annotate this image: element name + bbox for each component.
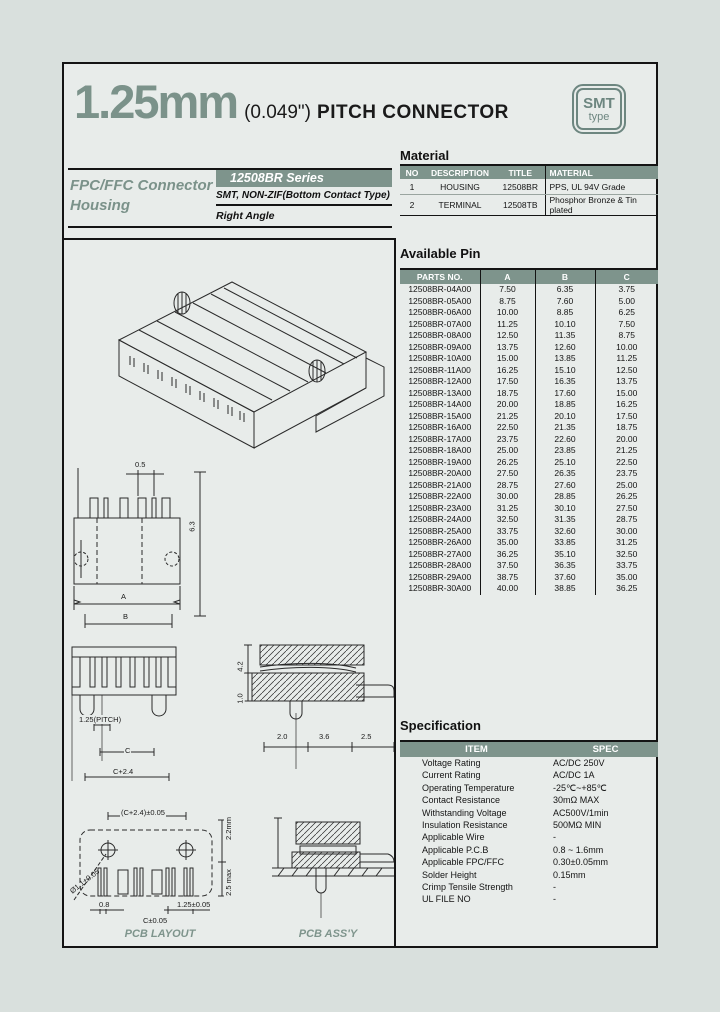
table-cell: 40.00: [480, 583, 535, 595]
material-col-no: NO: [400, 165, 424, 179]
table-cell: 12508BR-14A00: [408, 399, 472, 409]
table-cell: 16.25: [480, 365, 535, 377]
table-cell: AC500V/1min: [553, 807, 609, 818]
table-cell: 11.35: [535, 330, 595, 342]
table-cell: 7.60: [535, 296, 595, 308]
table-cell: 11.25: [480, 319, 535, 331]
isometric-view-drawing: [64, 240, 394, 456]
table-row: [400, 856, 658, 868]
table-row: [400, 284, 658, 296]
dim-section-3p6: 3.6: [319, 732, 330, 741]
table-cell: 12.50: [480, 330, 535, 342]
table-row: [400, 342, 658, 354]
table-cell: 30.10: [535, 503, 595, 515]
table-cell: 26.35: [535, 468, 595, 480]
available-pin-table: [400, 268, 658, 595]
table-cell: 12508BR-25A00: [408, 525, 472, 536]
table-cell: 30.00: [595, 526, 658, 538]
table-cell: 2: [400, 195, 424, 216]
series-block-divider: [216, 204, 392, 206]
dim-pcb-hole-diameter: Ø1.1±0.05: [68, 866, 102, 896]
table-cell: 27.50: [595, 503, 658, 515]
table-row: [400, 422, 658, 434]
table-row: [400, 491, 658, 503]
table-row: [400, 388, 658, 400]
table-row: [400, 757, 658, 769]
table-cell: 12508BR-10A00: [408, 353, 472, 363]
smt-badge-line1: SMT: [583, 94, 615, 112]
table-cell: 5.00: [595, 296, 658, 308]
material-table: [400, 164, 658, 216]
table-cell: 30mΩ MAX: [553, 795, 600, 806]
table-cell: 12508BR-04A00: [408, 284, 472, 294]
page-title: [74, 74, 509, 129]
spec-col-spec: SPEC: [553, 741, 658, 757]
table-cell: 27.60: [535, 480, 595, 492]
table-cell: 37.50: [480, 560, 535, 572]
table-cell: 22.50: [480, 422, 535, 434]
dim-section-2p0: 2.0: [277, 732, 288, 741]
table-cell: 8.75: [595, 330, 658, 342]
table-cell: 32.50: [595, 549, 658, 561]
series-title-text: 12508BR Series: [230, 171, 324, 185]
table-row: [400, 457, 658, 469]
available-pin-header-row: [400, 269, 658, 284]
table-cell: TERMINAL: [424, 195, 496, 216]
pin-col-b: B: [535, 269, 595, 284]
table-cell: 7.50: [480, 284, 535, 296]
dim-pcb-2p2mm: 2.2mm: [223, 817, 233, 840]
table-cell: 35.00: [595, 572, 658, 584]
table-cell: Insulation Resistance: [422, 820, 508, 831]
dim-section-4p2: 4.2: [235, 661, 245, 672]
table-cell: 10.00: [595, 342, 658, 354]
table-cell: 25.00: [595, 480, 658, 492]
table-cell: 32.50: [480, 514, 535, 526]
pitch-size-text: 1.25mm: [74, 75, 238, 128]
table-cell: 12508BR-08A00: [408, 330, 472, 340]
table-cell: 28.75: [595, 514, 658, 526]
pin-col-parts-no: PARTS NO.: [400, 269, 480, 284]
table-row: [400, 572, 658, 584]
table-cell: 17.60: [535, 388, 595, 400]
table-cell: 35.10: [535, 549, 595, 561]
table-cell: 12508BR-22A00: [408, 491, 472, 501]
table-cell: 12508TB: [496, 195, 545, 216]
table-row: [400, 503, 658, 515]
table-cell: 26.25: [480, 457, 535, 469]
table-cell: 12508BR-15A00: [408, 410, 472, 421]
table-row: [400, 819, 658, 831]
specification-heading: Specification: [400, 718, 481, 733]
table-cell: 18.85: [535, 399, 595, 411]
table-row: [400, 560, 658, 572]
table-cell: 12.50: [595, 365, 658, 377]
table-cell: Solder Height: [422, 869, 477, 880]
table-row: [400, 330, 658, 342]
dim-front-view-c: C: [125, 746, 131, 755]
table-cell: 18.75: [480, 388, 535, 400]
material-col-description: DESCRIPTION: [424, 165, 496, 179]
mount-angle-label: Right Angle: [216, 210, 275, 222]
table-cell: 21.35: [535, 422, 595, 434]
table-cell: Contact Resistance: [422, 795, 501, 806]
dim-front-view-pitch: 1.25(PITCH): [79, 715, 122, 724]
spec-col-item: ITEM: [400, 741, 553, 757]
table-cell: 16.35: [535, 376, 595, 388]
table-cell: 36.25: [480, 549, 535, 561]
table-cell: 500MΩ MIN: [553, 820, 602, 831]
table-cell: 21.25: [595, 445, 658, 457]
table-cell: 22.50: [595, 457, 658, 469]
table-row: [400, 434, 658, 446]
header-rule-bottom: [68, 226, 392, 228]
table-cell: 27.50: [480, 468, 535, 480]
material-col-title: TITLE: [496, 165, 545, 179]
table-cell: 13.75: [595, 376, 658, 388]
table-cell: Current Rating: [422, 770, 481, 781]
dim-top-view-6p3: 6.3: [187, 521, 197, 532]
top-view-drawing: [64, 458, 394, 639]
table-cell: 17.50: [480, 376, 535, 388]
table-cell: 13.85: [535, 353, 595, 365]
pcb-layout-caption: PCB LAYOUT: [124, 928, 196, 940]
table-cell: 28.85: [535, 491, 595, 503]
table-cell: 33.85: [535, 537, 595, 549]
table-cell: 12508BR-17A00: [408, 433, 472, 444]
dim-pcb-c-tol: C±0.05: [143, 916, 168, 925]
table-cell: 12508BR-16A00: [408, 422, 472, 432]
smt-type-badge: [572, 84, 626, 134]
table-cell: 7.50: [595, 319, 658, 331]
table-cell: 12508BR-11A00: [408, 364, 471, 375]
table-row: [400, 480, 658, 492]
table-cell: 20.00: [595, 434, 658, 446]
table-cell: 31.35: [535, 514, 595, 526]
table-cell: HOUSING: [424, 179, 496, 195]
table-row: [400, 893, 658, 905]
table-cell: 0.30±0.05mm: [553, 857, 608, 868]
table-cell: 12508BR-12A00: [408, 376, 472, 386]
table-cell: 3.75: [595, 284, 658, 296]
table-cell: 25.00: [480, 445, 535, 457]
table-cell: AC/DC 250V: [553, 758, 605, 768]
material-heading: Material: [400, 148, 450, 163]
table-cell: 17.50: [595, 411, 658, 423]
table-cell: 23.85: [535, 445, 595, 457]
table-cell: 22.60: [535, 434, 595, 446]
table-cell: Applicable P.C.B: [422, 844, 489, 855]
dim-front-view-c-plus-2p4: C+2.4: [113, 767, 134, 776]
table-cell: 12508BR-23A00: [408, 502, 472, 513]
table-row: [400, 549, 658, 561]
table-row: [400, 537, 658, 549]
table-cell: 12508BR-26A00: [408, 537, 472, 547]
table-cell: 12508BR-19A00: [408, 456, 472, 467]
table-cell: 23.75: [480, 434, 535, 446]
column-divider: [394, 238, 396, 946]
table-row: [400, 526, 658, 538]
dim-pcb-1p25-tol: 1.25±0.05: [177, 900, 211, 909]
smt-type-badge-inner: [576, 88, 622, 130]
table-row: [400, 376, 658, 388]
specification-table: [400, 740, 658, 906]
table-row: [400, 319, 658, 331]
table-cell: -: [553, 894, 556, 905]
table-cell: 31.25: [595, 537, 658, 549]
table-cell: 6.35: [535, 284, 595, 296]
table-cell: 15.10: [535, 365, 595, 377]
table-cell: 0.15mm: [553, 869, 586, 880]
dim-pcb-c-plus-2p4-tol: (C+2.4)±0.05: [121, 808, 165, 817]
table-row: [400, 881, 658, 893]
table-cell: 20.10: [535, 411, 595, 423]
table-cell: 15.00: [595, 388, 658, 400]
table-row: [400, 179, 658, 195]
table-cell: 1: [400, 179, 424, 195]
table-cell: 31.25: [480, 503, 535, 515]
table-cell: 8.85: [535, 307, 595, 319]
product-family-label: FPC/FFC Connector Housing: [70, 177, 213, 215]
table-cell: 32.60: [535, 526, 595, 538]
table-cell: 11.25: [595, 353, 658, 365]
table-cell: Voltage Rating: [422, 758, 481, 768]
table-cell: 12508BR-24A00: [408, 514, 472, 524]
table-cell: 35.00: [480, 537, 535, 549]
pin-col-c: C: [595, 269, 658, 284]
table-row: [400, 296, 658, 308]
table-cell: 12508BR-07A00: [408, 318, 472, 329]
table-cell: 12508BR: [496, 179, 545, 195]
table-cell: 6.25: [595, 307, 658, 319]
pin-col-a: A: [480, 269, 535, 284]
dim-pcb-0p8: 0.8: [99, 900, 110, 909]
table-cell: 38.75: [480, 572, 535, 584]
table-row: [400, 794, 658, 806]
table-cell: 23.75: [595, 468, 658, 480]
table-cell: Applicable Wire: [422, 832, 485, 843]
table-cell: 36.25: [595, 583, 658, 595]
table-row: [400, 514, 658, 526]
table-row: [400, 769, 658, 781]
table-row: [400, 807, 658, 819]
pitch-connector-text: PITCH CONNECTOR: [317, 102, 509, 123]
table-cell: 12508BR-18A00: [408, 445, 472, 455]
table-row: [400, 195, 658, 216]
table-cell: 36.35: [535, 560, 595, 572]
connector-type-label: SMT, NON-ZIF(Bottom Contact Type): [216, 190, 390, 201]
table-cell: 0.8 ~ 1.6mm: [553, 844, 604, 855]
table-cell: 37.60: [535, 572, 595, 584]
table-cell: 25.10: [535, 457, 595, 469]
table-cell: -25℃~+85℃: [553, 782, 607, 793]
table-cell: 13.75: [480, 342, 535, 354]
material-col-material: MATERIAL: [545, 165, 658, 179]
table-cell: 10.10: [535, 319, 595, 331]
table-cell: 15.00: [480, 353, 535, 365]
dim-pcb-2p5-max: 2.5 max: [223, 869, 233, 896]
dim-top-view-a: A: [121, 592, 127, 601]
material-header-row: [400, 165, 658, 179]
dim-top-view-b: B: [123, 612, 129, 621]
table-cell: 12508BR-28A00: [408, 560, 472, 570]
table-cell: UL FILE NO: [422, 894, 471, 905]
dim-top-view-0p5: 0.5: [135, 460, 146, 469]
table-cell: 21.25: [480, 411, 535, 423]
table-cell: 12508BR-29A00: [408, 571, 472, 582]
table-row: [400, 445, 658, 457]
table-cell: 28.75: [480, 480, 535, 492]
table-row: [400, 353, 658, 365]
table-cell: 20.00: [480, 399, 535, 411]
table-cell: 33.75: [480, 526, 535, 538]
table-cell: 12508BR-05A00: [408, 295, 472, 306]
series-title-bar: [216, 170, 392, 187]
table-cell: 12508BR-27A00: [408, 548, 472, 559]
table-cell: Applicable FPC/FFC: [422, 857, 505, 868]
table-cell: AC/DC 1A: [553, 770, 595, 781]
table-cell: 30.00: [480, 491, 535, 503]
pcb-assy-caption: PCB ASS'Y: [298, 928, 358, 940]
table-row: [400, 782, 658, 794]
table-cell: Phosphor Bronze & Tin plated: [545, 195, 658, 216]
table-cell: 12508BR-13A00: [408, 387, 472, 398]
table-row: [400, 844, 658, 856]
table-cell: -: [553, 882, 556, 893]
table-cell: -: [553, 832, 556, 843]
dim-section-1p0: 1.0: [235, 693, 245, 704]
available-pin-heading: Available Pin: [400, 246, 481, 261]
table-row: [400, 411, 658, 423]
dim-section-2p5: 2.5: [361, 732, 372, 741]
table-cell: 12.60: [535, 342, 595, 354]
table-cell: 26.25: [595, 491, 658, 503]
table-cell: 12508BR-30A00: [408, 583, 472, 593]
table-cell: 8.75: [480, 296, 535, 308]
table-cell: Withstanding Voltage: [422, 807, 507, 818]
specification-header-row: [400, 741, 658, 757]
table-row: [400, 307, 658, 319]
smt-badge-line2: type: [588, 110, 610, 123]
table-row: [400, 583, 658, 595]
table-cell: Operating Temperature: [422, 782, 515, 793]
table-cell: 33.75: [595, 560, 658, 572]
table-row: [400, 869, 658, 881]
table-cell: Crimp Tensile Strength: [422, 882, 513, 893]
table-row: [400, 399, 658, 411]
table-cell: 16.25: [595, 399, 658, 411]
table-cell: 12508BR-21A00: [408, 479, 472, 490]
table-row: [400, 468, 658, 480]
table-cell: 12508BR-09A00: [408, 341, 472, 352]
table-cell: PPS, UL 94V Grade: [545, 179, 658, 195]
table-row: [400, 365, 658, 377]
table-cell: 38.85: [535, 583, 595, 595]
table-cell: 12508BR-06A00: [408, 307, 472, 317]
pitch-inch-text: (0.049"): [244, 102, 312, 123]
table-cell: 18.75: [595, 422, 658, 434]
table-cell: 10.00: [480, 307, 535, 319]
table-cell: 12508BR-20A00: [408, 468, 472, 478]
datasheet-page: [62, 62, 658, 948]
table-row: [400, 831, 658, 843]
